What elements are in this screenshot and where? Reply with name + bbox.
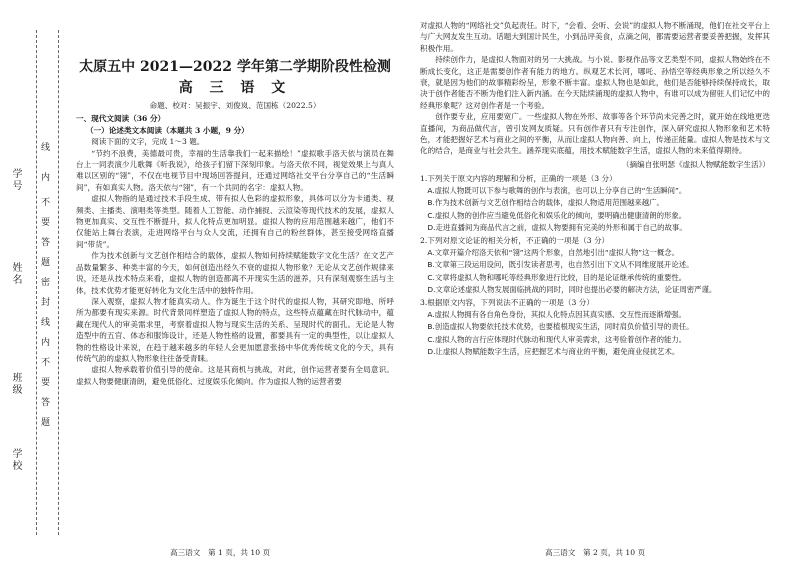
binding-hint-char: 题 xyxy=(39,417,49,426)
passage-citation: （摘编自张明瑟《虚拟人物赋能数字生活》） xyxy=(621,159,770,169)
binding-hint-char: 内 xyxy=(39,172,49,181)
class-label: 班级 xyxy=(10,372,21,396)
binding-hint-char: 答 xyxy=(39,237,49,246)
subsection-heading: （一）论述类文本阅读（本题共 3 小题，9 分） xyxy=(86,125,249,135)
question-3 xyxy=(420,297,770,358)
answer-option-c: C.虚拟人物的言行应体现时代脉动和现代人审美需求，这考验着创作者的能力。 xyxy=(427,334,687,344)
passage-paragraph: 创作要专业，应用要宽广。一些虚拟人物在外形、故事等各个环节尚未完善之时，就开始在线地更迭直播间，为商品做代言，曾引发网友质疑。只有创作者只有专注创作，深入研究虚拟人物形象和艺术特色，才能把握好艺术与商业之间的平衡，从而让虚拟人物向善、向上，传递正能量。虚拟人物是技术与文化的结合，是商业与社会共生。涵养现实底蕴，用技术赋能数字生活，虚拟人物的未来值得期待。 xyxy=(420,112,770,156)
binding-hint-char: 要 xyxy=(39,217,49,226)
binding-cut-line-outer xyxy=(36,30,37,535)
question-stem: 2.下列对原文论证的相关分析，不正确的一项是（3 分） xyxy=(420,236,610,246)
question-1 xyxy=(420,173,770,234)
binding-hint-char: 线 xyxy=(39,142,49,151)
binding-margin xyxy=(0,0,62,561)
student-id-label: 学号 xyxy=(10,168,21,192)
answer-option-d: D.文章论述虚拟人物发展面临挑战的同时，同时也提出必要的解决方法，论证周密严谨。 xyxy=(427,284,717,294)
binding-hint-char: 内 xyxy=(39,337,49,346)
reading-instruction: 阅读下面的文字，完成 1～3 题。 xyxy=(91,137,205,147)
binding-hint-char: 密 xyxy=(39,277,49,286)
passage-paragraph: 持续创作力，是虚拟人物面对的另一大挑战。与小说、影视作品等文艺类型不同，虚拟人物始终在不断成长变化，这正是需要创作者有能力的地方。纵观艺术长河，哪吒、孙悟空等经典形象之所以经久不衰，就是因为他们的故事精彩纷呈，形象不断丰富。虚拟人物也是如此，他们是否能够持续保持成长，取决于创作者能否不断为他们注入新内涵。在今天陆续涌现的虚拟人物中，有谁可以成为留驻人们记忆中的经典形象呢？这对创作者是一个考验。 xyxy=(420,55,770,110)
binding-hint-char: 封 xyxy=(39,297,49,306)
answer-option-a: A.虚拟人物拥有各自角色身份，其拟人化特点因其真实感、交互性而逐渐增强。 xyxy=(427,309,686,319)
passage-paragraph: 对虚拟人物的“网络社交”负起责任。时下，“会看、会听、会说”的虚拟人物不断涌现，他们在社交平台上与广大网友发生互动。话题大到国计民生，小到品评美食，点滴之间，都需要运营者要妥善把握，发挥其积极作用。 xyxy=(420,21,770,53)
answer-option-b: B.创造虚拟人物要依托技术优势，也要植根现实生活，同时肩负价值引导的责任。 xyxy=(427,322,694,332)
binding-hint-char: 不 xyxy=(39,197,49,206)
binding-hint-char: 题 xyxy=(39,257,49,266)
exam-title: 太原五中 2021—2022 学年第二学期阶段性检测 xyxy=(79,59,391,75)
question-stem: 3.根据原文内容，下列说法不正确的一项是（3 分） xyxy=(420,298,594,308)
exam-page-1 xyxy=(76,20,394,540)
school-field[interactable] xyxy=(8,448,23,472)
passage-paragraph: “节约不浪费，美德最可贵，幸福的生活靠我们一起来描绘！”虚拟歌手洛天依与演员在舞台上一同表演少儿歌舞《听我说》，给孩子们留下深刻印象。与洛天依不同，视觉效果上与真人难以区别的“翎”，不仅在电视节目中现场回答提问，还通过网络社交平台分享自己的“生活瞬间”，有如真实人物。洛天依与“翎”，有一个共同的名字：虚拟人物。 xyxy=(76,148,394,192)
binding-hint-char: 答 xyxy=(39,397,49,406)
binding-hint-char: 要 xyxy=(39,377,49,386)
passage-paragraph: 作为技术创新与文艺创作相结合的载体，虚拟人物如何持续赋能数字文化生活？在文艺产品数量繁多、种类丰富的今天，如何创造出经久不衰的虚拟人物形象？无论从文艺创作规律来说，还是从技术特点来看，虚拟人物的创造都离不开现实生活的滋养，只有深刻观察生活与主体，技术优势才能更好转化为文化生活中的独特作用。 xyxy=(76,251,394,295)
question-stem: 1.下列关于原文内容的理解和分析，正确的一项是（3 分） xyxy=(420,174,617,184)
section-heading: 一、现代文阅读（36 分） xyxy=(76,114,166,124)
student-id-field[interactable] xyxy=(8,168,23,192)
answer-option-c: C.文章将虚拟人物和哪吒等经典形象进行比较，目的是论证继承传统的重要性。 xyxy=(427,272,687,282)
question-2 xyxy=(420,235,770,296)
binding-hint-char: 不 xyxy=(39,357,49,366)
answer-option-a: A.文章开篇介绍洛天依和“翎”这两个形象，自然地引出“虚拟人物”这一概念。 xyxy=(427,247,680,257)
exam-authors: 命题、校对：吴振宇、刘俊岚、范国栋（2022.5） xyxy=(149,101,321,110)
answer-option-a: A.虚拟人物既可以下参与歌舞的创作与表演，也可以上分享自己的“生活瞬间”。 xyxy=(427,185,687,195)
answer-option-b: B.作为技术创新与文艺创作相结合的载体，虚拟人物适用范围越来越广。 xyxy=(427,198,664,208)
binding-hint-char: 线 xyxy=(39,317,49,326)
name-field[interactable] xyxy=(8,262,23,286)
exam-page-2 xyxy=(420,20,770,540)
passage-paragraph: 虚拟人物指的是通过技术手段生成、带有拟人色彩的虚拟形象，具体可以分为卡通类、视频类、主播类、演唱类等类型。随着人工智能、动作捕捉、云渲染等现代技术的发展，虚拟人物更加真实、交互性不断提升，拟人化特点更加明显。虚拟人物的应用范围越来越广，他们不仅能站上舞台表演，走进网络平台与众人交流，还拥有自己的粉丝群体，甚至接受网络直播间“带货”。 xyxy=(76,194,394,249)
answer-option-d: D.走进直播间为商品代言之前，虚拟人物要拥有完美的外形和属于自己的故事。 xyxy=(427,222,687,232)
name-label: 姓名 xyxy=(10,262,21,286)
answer-option-c: C.虚拟人物的创作应当避免低俗化和娱乐化的倾向，要明确出健康清朗的形象。 xyxy=(427,210,687,220)
class-field[interactable] xyxy=(8,372,23,396)
passage-paragraph: 虚拟人物承载着价值引导的使命。这是其商机与挑战，对此，创作运营者要有全局意识。虚拟人物要健康清朗，避免低俗化、过度娱乐化倾向。作为虚拟人物的运营者要 xyxy=(76,365,394,386)
school-label: 学校 xyxy=(10,448,21,472)
page-footer: 高三语文 第 1 页，共 10 页 xyxy=(170,548,271,557)
passage-paragraph: 深入观察，虚拟人物才能真实动人。作为诞生于这个时代的虚拟人物，其研究即地、所呼所为都要有现实来源。时代背景同样塑造了虚拟人物的特点，这些特点蕴藏在时代脉动中，蕴藏在现代人的审美需求里，考察着虚拟人物与现实生活的关系、呈现时代的面孔。无论是人物造型中的五官、体态和服饰设计，还是人物性格的设置，都要具有一定的典型性，以让虚拟人物的性格设计来说，在趋于越来越多的年轻人会更加愿意张扬中华优秀传统文化的今天，具有传统气韵的虚拟人物形象往往备受青睐。 xyxy=(76,296,394,363)
exam-subject: 高 三 语 文 xyxy=(178,80,292,96)
answer-option-d: D.让虚拟人物赋能数字生活，应把握艺术与商业的平衡，避免商业侵扰艺术。 xyxy=(427,346,680,356)
page-footer: 高三语文 第 2 页，共 10 页 xyxy=(545,548,646,557)
answer-option-b: B.文章第三段运用设问，既引发读者思考，也自然引出下文从不同维度展开论述。 xyxy=(427,260,694,270)
binding-cut-line-inner xyxy=(58,30,59,535)
